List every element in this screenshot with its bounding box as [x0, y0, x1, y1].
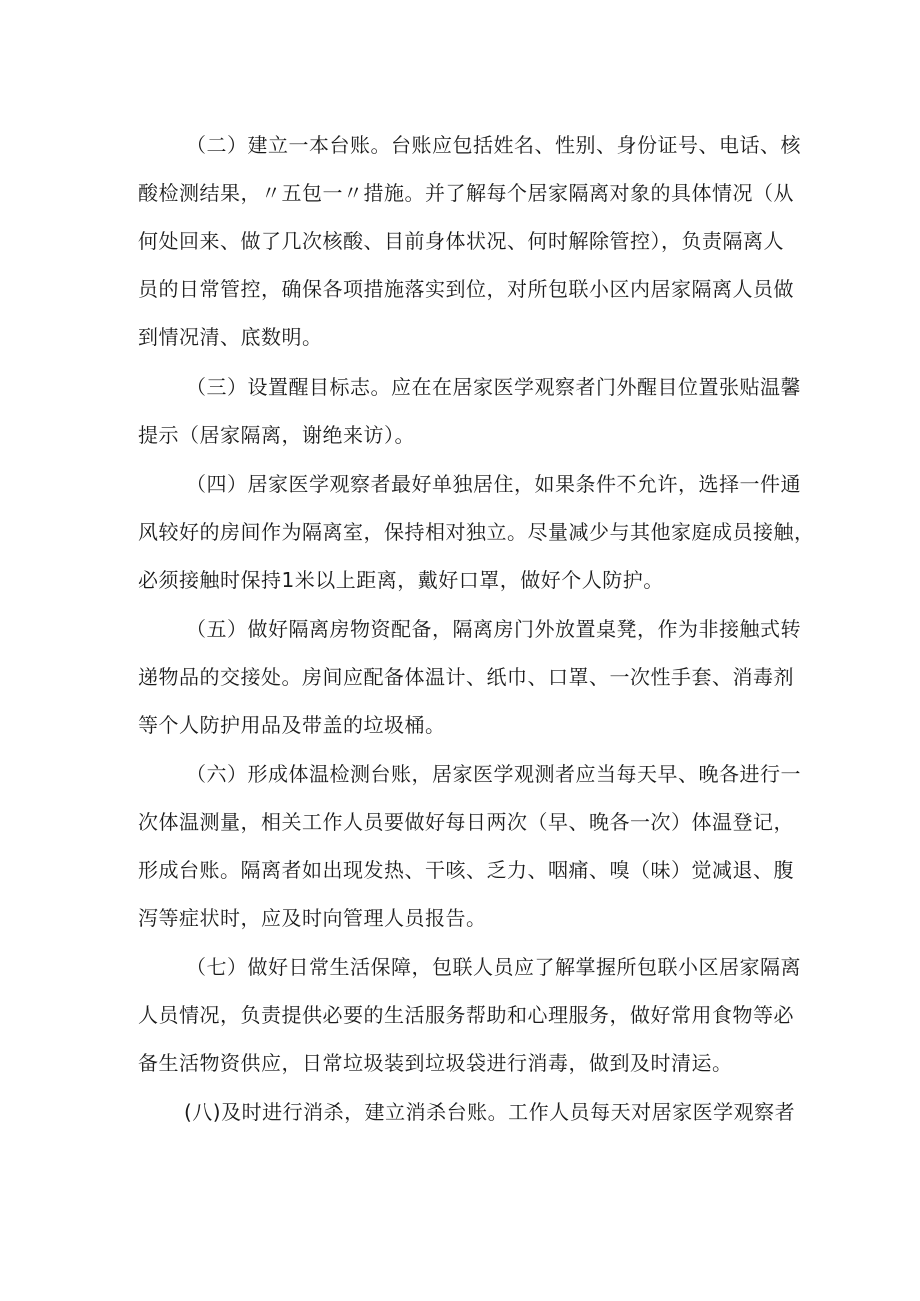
- paragraph-line: (八)及时进行消杀，建立消杀台账。工作人员每天对居家医学观察者: [184, 1100, 796, 1124]
- paragraph-line: （二）建立一本台账。台账应包括姓名、性别、身份证号、电话、核: [186, 133, 801, 157]
- paragraph-line: 泻等症状时，应及时向管理人员报告。: [138, 906, 487, 930]
- paragraph-line: 递物品的交接处。房间应配备体温计、纸巾、口罩、一次性手套、消毒剂: [138, 665, 794, 689]
- paragraph-line: 必须接触时保持1米以上距离，戴好口罩，做好个人防护。: [138, 568, 664, 592]
- paragraph-line: 员的日常管控，确保各项措施落实到位，对所包联小区内居家隔离人员做: [138, 277, 794, 301]
- paragraph-line: 提示（居家隔离，谢绝来访）。: [138, 423, 415, 447]
- paragraph-line: （六）形成体温检测台账，居家医学观测者应当每天早、晚各进行一: [186, 762, 801, 786]
- paragraph-line: 备生活物资供应，日常垃圾装到垃圾袋进行消毒，做到及时清运。: [138, 1051, 733, 1075]
- paragraph-line: 到情况清、底数明。: [138, 325, 323, 349]
- paragraph-line: 次体温测量，相关工作人员要做好每日两次（早、晚各一次）体温登记，: [138, 810, 794, 834]
- paragraph-line: 人员情况，负责提供必要的生活服务帮助和心理服务，做好常用食物等必: [138, 1003, 794, 1027]
- paragraph-line: 等个人防护用品及带盖的垃圾桶。: [138, 713, 446, 737]
- paragraph-line: （三）设置醒目标志。应在在居家医学观察者门外醒目位置张贴温馨: [186, 375, 801, 399]
- paragraph-line: 形成台账。隔离者如出现发热、干咳、乏力、咽痛、嗅（味）觉减退、腹: [138, 858, 794, 882]
- paragraph-line: （七）做好日常生活保障，包联人员应了解掌握所包联小区居家隔离: [186, 955, 801, 979]
- paragraph-line: （四）居家医学观察者最好单独居住，如果条件不允许，选择一件通: [186, 472, 801, 496]
- paragraph-line: 风较好的房间作为隔离室，保持相对独立。尽量减少与其他家庭成员接触，: [138, 520, 815, 544]
- paragraph-line: 何处回来、做了几次核酸、目前身体状况、何时解除管控），负责隔离人: [138, 229, 784, 253]
- paragraph-line: （五）做好隔离房物资配备，隔离房门外放置桌凳，作为非接触式转: [186, 617, 801, 641]
- paragraph-line: 酸检测结果，〃五包一〃措施。并了解每个居家隔离对象的具体情况（从: [138, 181, 794, 205]
